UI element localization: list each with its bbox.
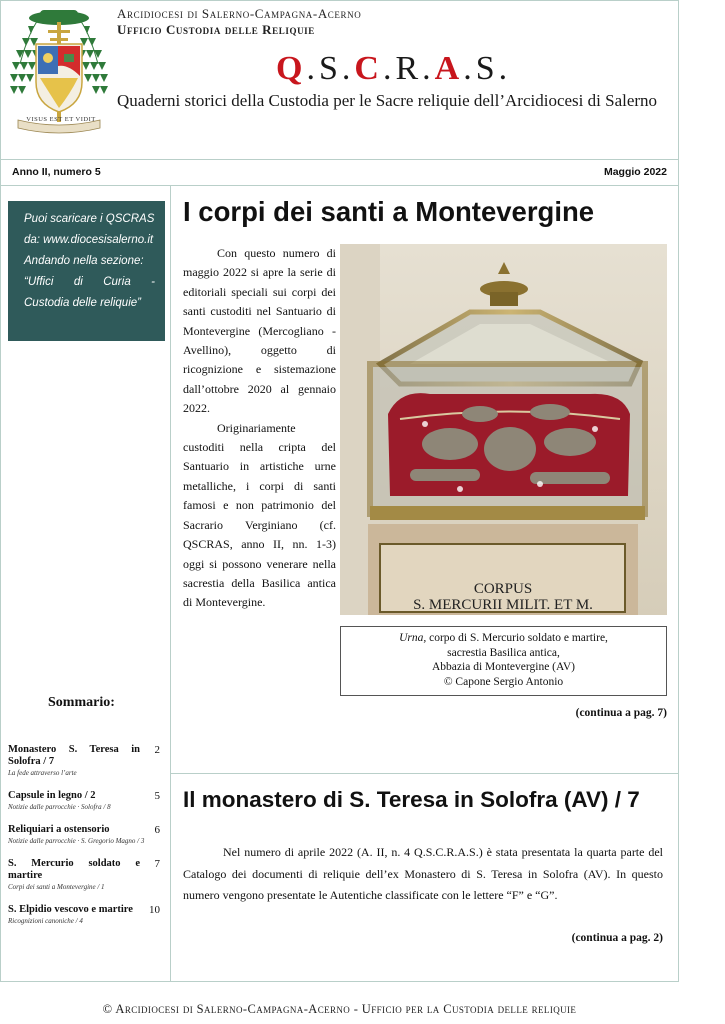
- toc-item-title: S. Mercurio soldato e martire: [8, 858, 140, 881]
- toc-item-subtitle: Corpi dei santi a Montevergine / 1: [8, 883, 105, 891]
- article-paragraph: Con questo numero di maggio 2022 si apre la serie di editoriali speciali sui corpi dei santi custoditi nel Santuario di Montevergine (Mercogliano - Avellino), oggetto di ricognizione e sistemazione dall’ottobre 2020 al gennaio 2022.: [183, 246, 336, 416]
- download-link[interactable]: da: www.diocesisalerno.it: [24, 234, 154, 246]
- continue-link[interactable]: (continua a pag. 2): [571, 932, 663, 944]
- toc-item[interactable]: [8, 858, 164, 892]
- toc-item-page: 5: [154, 790, 160, 802]
- article-title: I corpi dei santi a Montevergine: [183, 196, 595, 227]
- motto-ribbon: VISUS EST ET VIDIT: [26, 116, 96, 123]
- download-line: Custodia delle reliquie”: [24, 297, 141, 309]
- publication-subtitle: Quaderni storici della Custodia per le Sacre reliquie dell’Arcidiocesi di Salerno: [117, 91, 658, 110]
- brand-letter-q: Q: [276, 50, 307, 87]
- toc-item-title: S. Elpidio vescovo e martire: [8, 904, 133, 915]
- brand-title: [276, 50, 511, 88]
- brand-letter-s2: .S.: [463, 50, 512, 87]
- article-title: Il monastero di S. Teresa in Solofra (AV) / 7: [183, 787, 640, 812]
- reliquary-photo: [340, 244, 667, 615]
- issue-number: Anno II, numero 5: [12, 166, 101, 178]
- download-line: “Uffici di Curia -: [24, 276, 155, 288]
- toc-item-page: 7: [154, 858, 160, 870]
- toc-title: Sommario:: [48, 695, 115, 710]
- caption-line-3: Abbazia di Montevergine (AV): [432, 661, 575, 673]
- toc-item-title: Reliquiari a ostensorio: [8, 824, 110, 835]
- toc-item[interactable]: [8, 904, 164, 926]
- toc-item-subtitle: Notizie dalle parrocchie · Solofra / 8: [8, 803, 111, 811]
- header-divider: [0, 159, 679, 160]
- toc-item-page: 6: [154, 824, 160, 836]
- toc-item-subtitle: La fede attraverso l’arte: [8, 769, 77, 777]
- plaque-line-1: CORPUS: [473, 581, 533, 597]
- download-line: Andando nella sezione:: [24, 255, 144, 267]
- brand-letter-s: .S.: [306, 50, 355, 87]
- caption-line-4: © Capone Sergio Antonio: [443, 675, 564, 688]
- caption-line-2: sacrestia Basilica antica,: [447, 646, 560, 659]
- download-line: Puoi scaricare i QSCRAS: [24, 213, 155, 225]
- issue-divider: [0, 185, 679, 186]
- download-info-box: [8, 201, 165, 341]
- caption-line-1: corpo di S. Mercurio soldato e martire,: [426, 632, 608, 644]
- caption-line: [341, 631, 666, 646]
- continue-link[interactable]: (continua a pag. 7): [575, 707, 667, 719]
- article-divider: [171, 773, 679, 774]
- toc-item[interactable]: [8, 790, 164, 812]
- toc-item[interactable]: [8, 824, 164, 846]
- photo-caption: [340, 626, 667, 696]
- table-of-contents: [8, 744, 164, 938]
- toc-item-page: 2: [154, 744, 160, 756]
- article-paragraph: Nel numero di aprile 2022 (A. II, n. 4 Q.S.C.R.A.S.) è stata presentata la quarta parte del Catalogo dei documenti di reliquie dell’ex Monastero di S. Teresa in Solofra (AV). In questo numero vengono presentate le Autentiche classificate con le lettere “F” e “G”.: [183, 845, 663, 902]
- toc-item-subtitle: Notizie dalle parrocchie · S. Gregorio Magno / 3: [8, 837, 145, 845]
- issue-date: Maggio 2022: [603, 166, 667, 178]
- page-footer: © Arcidiocesi di Salerno-Campagna-Acerno - Ufficio per la Custodia delle reliquie: [102, 1002, 577, 1016]
- toc-item-title: Capsule in legno / 2: [8, 790, 96, 801]
- toc-item-title: Monastero S. Teresa in Solofra / 7: [8, 744, 140, 767]
- toc-item[interactable]: [8, 744, 164, 778]
- caption-italic: Urna,: [399, 632, 427, 644]
- toc-item-page: 10: [149, 904, 160, 916]
- brand-letter-r: .R.: [382, 50, 435, 87]
- plaque-line-2: S. MERCURII MILIT. ET M.: [413, 597, 593, 613]
- toc-item-subtitle: Ricognizioni canoniche / 4: [8, 917, 83, 925]
- org-line-2: Ufficio Custodia delle Reliquie: [117, 22, 315, 37]
- article-paragraph: Originariamente custoditi nella cripta del Santuario in artistiche urne metalliche, i corpi di santi famosi e non patrimonio del Sacrario Verginiano (cf. QSCRAS, anno II, nn. 1-3) oggi si possono venerare nella sacrestia della Basilica antica di Montevergine.: [183, 420, 336, 610]
- article-body: [183, 842, 663, 907]
- org-line-1: Arcidiocesi di Salerno-Campagna-Acerno: [117, 6, 362, 21]
- brand-letter-a: A: [434, 50, 464, 87]
- article-body: [183, 244, 336, 613]
- brand-letter-c: C: [354, 50, 383, 87]
- sidebar-divider: [170, 186, 171, 982]
